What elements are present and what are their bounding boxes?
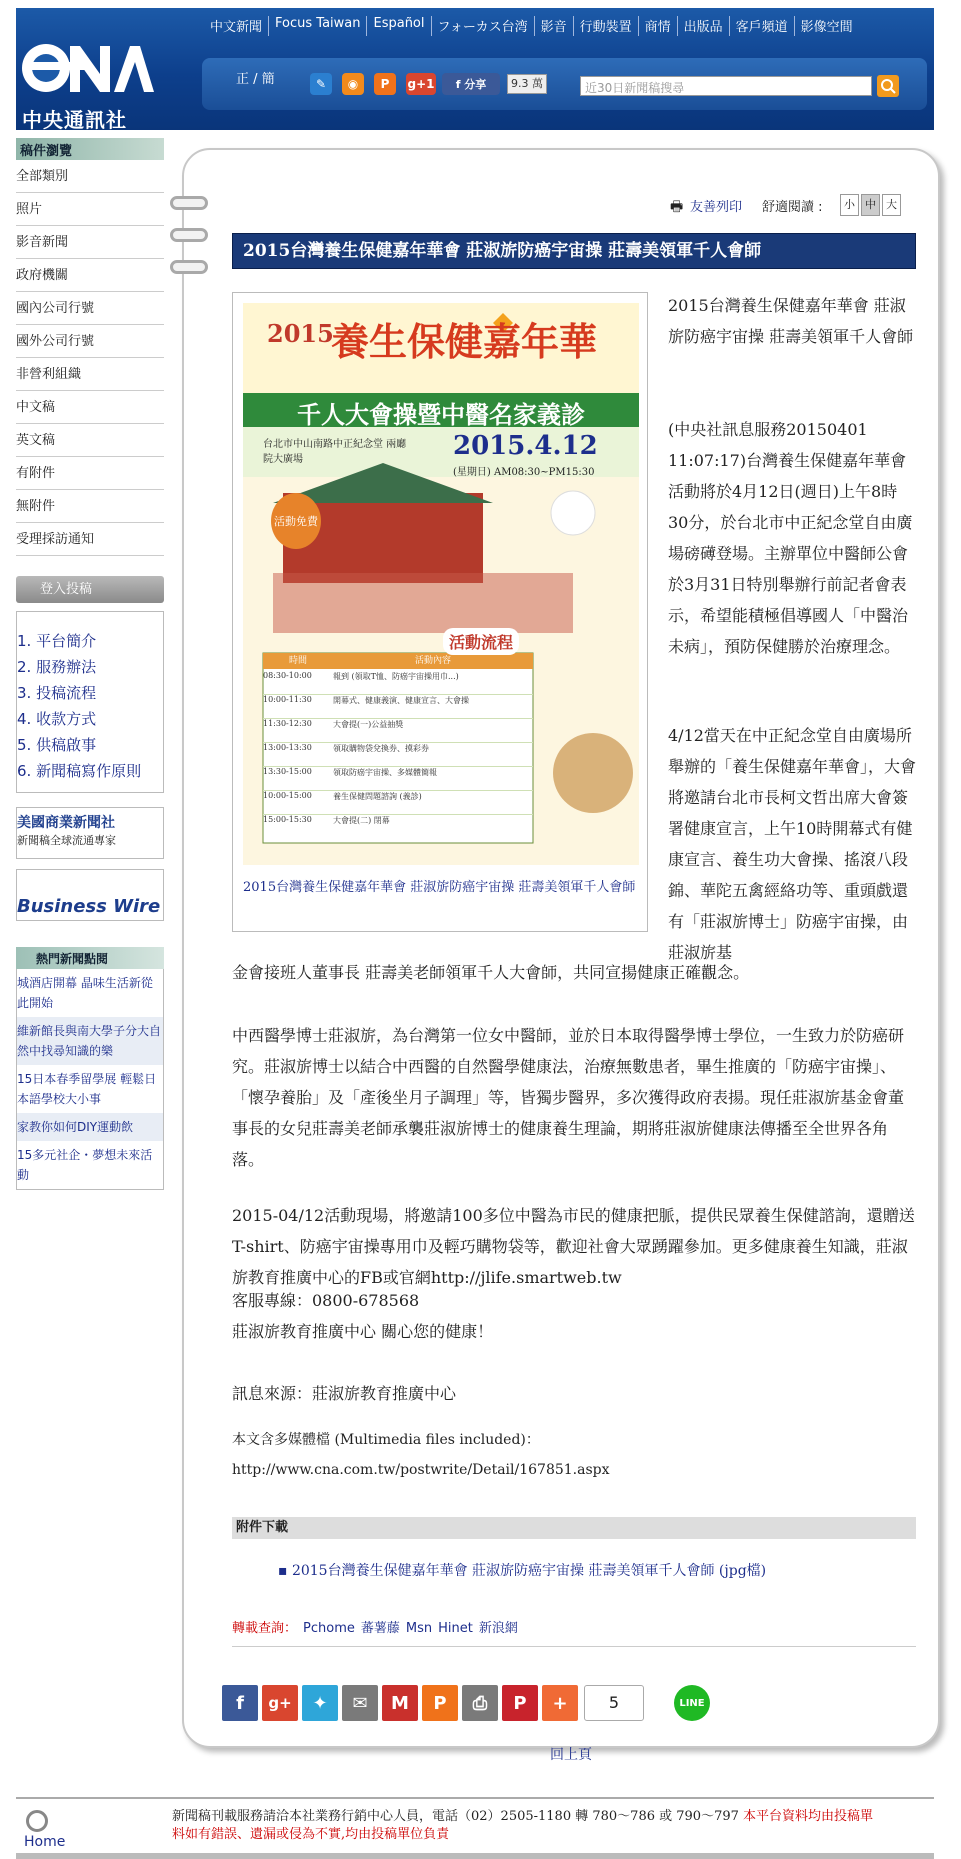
- plurk-icon[interactable]: P: [422, 1685, 458, 1721]
- share-counter: 5: [584, 1685, 644, 1721]
- repost-source-msn[interactable]: Msn: [405, 1621, 433, 1636]
- home-link[interactable]: Home: [24, 1834, 66, 1850]
- header-toolbar: [202, 58, 927, 110]
- poster-schedule: [263, 671, 533, 839]
- repost-source-yam[interactable]: 蕃薯藤: [360, 1621, 400, 1636]
- footer-contact: 新聞稿刊載服務請洽本社業務行銷中心人員，電話（02）2505-1180 轉 780～786 或 790～797: [172, 1809, 744, 1824]
- hot-news-heading: 熱門新聞點閱: [16, 947, 164, 969]
- repost-source-hinet[interactable]: Hinet: [438, 1621, 473, 1636]
- article-title: 2015台灣養生保健嘉年華會 莊淑旂防癌宇宙操 莊壽美領軍千人會師: [232, 233, 916, 269]
- source-text: 訊息來源：莊淑旂教育推廣中心: [232, 1384, 457, 1403]
- hotline-text: 客服專線：0800-678568: [232, 1291, 420, 1310]
- cna-logo[interactable]: [18, 36, 153, 132]
- nav-item[interactable]: 客戶頻道: [730, 16, 795, 36]
- repost-source-pchome[interactable]: Pchome: [303, 1621, 355, 1636]
- nav-item[interactable]: 出版品: [678, 16, 730, 36]
- repost-source-sina[interactable]: 新浪網: [478, 1621, 518, 1636]
- footer-disclaimer: 料如有錯誤、遺漏或侵為不實,均由投稿單位負責: [172, 1827, 450, 1842]
- poster-schedule-content: 大會提(二) 閉幕: [333, 816, 390, 825]
- google-plus-icon[interactable]: g+1: [406, 73, 436, 95]
- trad-simp-toggle[interactable]: 正 / 簡: [236, 72, 275, 87]
- footer-text: [172, 1808, 932, 1844]
- back-to-top-link[interactable]: 回上頁: [550, 1747, 592, 1763]
- article-paragraph: (中央社訊息服務20150401 11:07:17)台灣養生保健嘉年華會活動將於4月12日(週日)上午8時30分，於台北市中正紀念堂自由廣場磅礡登場。主辦單位中醫師公會於3月31日特別舉辦行前記者會表示，希望能積極倡導國人「中醫治未病」，預防保健勝於治療理念。: [668, 420, 913, 656]
- article-image-box: [232, 292, 648, 932]
- poster-schedule-time: 11:30-12:30: [263, 719, 312, 728]
- poster-schedule-row: [263, 767, 533, 791]
- plurk-icon[interactable]: P: [374, 73, 396, 95]
- poster-table-head-cell: 活動內容: [414, 656, 451, 666]
- poster-schedule-time: 08:30-10:00: [263, 671, 312, 680]
- font-size-label: 舒適閱讀 :: [762, 200, 823, 215]
- sidebar-link[interactable]: 2. 服務辦法: [17, 658, 97, 676]
- login-button[interactable]: 登入投稿: [16, 576, 164, 603]
- care-text: 莊淑旂教育推廣中心 關心您的健康！: [232, 1322, 494, 1341]
- poster-schedule-content: 報到 (領取T恤、防癌宇宙操用巾...): [333, 672, 459, 681]
- poster-schedule-time: 15:00-15:30: [263, 815, 312, 824]
- poster-table-head: [263, 653, 533, 666]
- binder-ring: [170, 196, 208, 210]
- facebook-share-icon[interactable]: f 分享: [442, 73, 500, 95]
- businesswire-banner[interactable]: Business Wire: [16, 869, 164, 921]
- poster-schedule-row: [263, 791, 533, 815]
- share-bar: [222, 1685, 644, 1721]
- sidebar-link[interactable]: 3. 投稿流程: [17, 684, 97, 702]
- logo-text: 中央通訊社: [22, 108, 127, 132]
- poster-year: 2015: [267, 319, 334, 348]
- poster-time: (星期日) AM08:30~PM15:30: [453, 467, 595, 478]
- search-input[interactable]: 近30日新聞稿搜尋: [580, 76, 872, 96]
- poster-schedule-row: [263, 671, 533, 695]
- binder-ring: [170, 228, 208, 242]
- nav-item[interactable]: Focus Taiwan: [269, 16, 367, 36]
- nav-item[interactable]: Español: [367, 16, 431, 36]
- poster-schedule-content: 領取防癌宇宙操、多媒體簡報: [333, 768, 437, 777]
- print-link[interactable]: 友善列印: [690, 200, 743, 215]
- sidebar-item[interactable]: 政府機關: [16, 259, 164, 292]
- share-count: 9.3 萬: [507, 74, 547, 94]
- poster-schedule-time: 13:00-13:30: [263, 743, 312, 752]
- partner-name: 美國商業新聞社: [17, 815, 115, 831]
- sidebar-link[interactable]: 5. 供稿啟事: [17, 736, 97, 754]
- home-icon[interactable]: [26, 1810, 48, 1832]
- attachment-link[interactable]: ▪ 2015台灣養生保健嘉年華會 莊淑旂防癌宇宙操 莊壽美領軍千人會師 (jpg檔): [278, 1563, 767, 1579]
- hot-news-item[interactable]: 城酒店開幕 晶味生活新從此開始: [17, 976, 153, 1010]
- repost-label: 轉載查詢：: [232, 1621, 298, 1636]
- sidebar-item[interactable]: 全部類別: [16, 160, 164, 193]
- hot-news-item[interactable]: 15多元社企・夢想未來活動: [17, 1148, 153, 1182]
- nav-item[interactable]: 影像空間: [800, 20, 853, 35]
- nav-item[interactable]: 商情: [639, 16, 678, 36]
- font-large-button[interactable]: 大: [882, 194, 901, 216]
- poster-schedule-content: 養生保健問題諮詢 (義診): [333, 792, 422, 801]
- hot-news-item[interactable]: 維新館長與南大學子分大自然中找尋知識的樂: [17, 1017, 163, 1065]
- poster-schedule-row: [263, 743, 533, 767]
- printer-icon[interactable]: 🖶: [670, 199, 684, 215]
- poster-schedule-row: [263, 695, 533, 719]
- rss-icon[interactable]: ◉: [342, 73, 364, 95]
- search-icon[interactable]: [877, 75, 899, 97]
- sidebar-link[interactable]: 4. 收款方式: [17, 710, 97, 728]
- sidebar-item[interactable]: 國外公司行號: [16, 325, 164, 358]
- sidebar-item[interactable]: 有附件: [16, 457, 164, 490]
- line-icon[interactable]: LINE: [674, 1685, 710, 1721]
- footer-divider: [16, 1797, 934, 1799]
- hot-news-list: [16, 969, 164, 1190]
- event-poster-image[interactable]: [243, 303, 639, 865]
- poster-date: 2015.4.12: [453, 431, 598, 461]
- image-caption[interactable]: 2015台灣養生保健嘉年華會 莊淑旂防癌宇宙操 莊壽美領軍千人會師: [243, 880, 636, 895]
- article-paragraph: 2015-04/12活動現場，將邀請100多位中醫為市民的健康把脈，提供民眾養生保健諮詢，還贈送T-shirt、防癌宇宙操專用巾及輕巧購物袋等，歡迎社會大眾踴躍參加。更多健康養生知識，莊淑旂教育推廣中心的FB或官網http://jlife.smartweb.tw: [232, 1206, 915, 1287]
- article-paragraph: 4/12當天在中正紀念堂自由廣場所舉辦的「養生保健嘉年華會」，大會將邀請台北市長柯文哲出席大會簽署健康宣言，上午10時開幕式有健康宣言、養生功大會操、搖滾八段錦、華陀五禽經絡功等、重頭戲還有「莊淑旂博士」防癌宇宙操，由莊淑旂基: [668, 726, 917, 962]
- sidebar-item[interactable]: 照片: [16, 193, 164, 226]
- sidebar: [16, 138, 164, 1190]
- facebook-icon[interactable]: f: [222, 1685, 258, 1721]
- hot-news-item[interactable]: 15日本春季留學展 輕鬆日本語學校大小事: [17, 1072, 157, 1106]
- sidebar-item[interactable]: 非營利組織: [16, 358, 164, 391]
- print-icon[interactable]: ⎙: [462, 1685, 498, 1721]
- site-header: [16, 8, 934, 130]
- poster-schedule-content: 領取購物袋兌換券、摸彩券: [333, 744, 429, 753]
- poster-schedule-content: 開幕式、健康義演、健康宣言、大會操: [333, 696, 469, 705]
- attachment-heading: 附件下載: [232, 1517, 916, 1539]
- font-medium-button[interactable]: 中: [861, 194, 880, 216]
- addthis-icon[interactable]: +: [542, 1685, 578, 1721]
- sidebar-link[interactable]: 1. 平台簡介: [17, 632, 97, 650]
- attachment-link-text[interactable]: 2015台灣養生保健嘉年華會 莊淑旂防癌宇宙操 莊壽美領軍千人會師 (jpg檔): [291, 1563, 767, 1579]
- repost-bar: [232, 1615, 916, 1647]
- partner-tagline: 新聞稿全球流通專家: [17, 834, 116, 847]
- sidebar-item[interactable]: 中文稿: [16, 391, 164, 424]
- gmail-icon[interactable]: M: [382, 1685, 418, 1721]
- twitter-icon[interactable]: ✦: [302, 1685, 338, 1721]
- sidebar-links: [16, 611, 164, 793]
- hot-news-item[interactable]: 家教你如何DIY運動飲: [17, 1113, 163, 1141]
- poster-place: 台北市中山南路中正紀念堂 兩廳院大廣場: [263, 439, 407, 465]
- article-paragraph: 金會接班人董事長 莊壽美老師領軍千人大會師，共同宣揚健康正確觀念。: [232, 963, 750, 982]
- poster-subtitle: 千人大會操暨中醫名家義診: [297, 400, 585, 429]
- poster-flow-label: 活動流程: [443, 628, 519, 655]
- footer-disclaimer: 本平台資料均由投稿單: [743, 1809, 874, 1824]
- poster-free-badge: 活動免費: [271, 493, 321, 549]
- poster-schedule-time: 10:00-15:00: [263, 791, 312, 800]
- partner-banner[interactable]: [16, 807, 164, 859]
- poster-schedule-row: [263, 815, 533, 839]
- nav-item[interactable]: 影音: [535, 16, 574, 36]
- top-nav: [204, 16, 859, 36]
- poster-table-head-cell: 時間: [288, 656, 307, 666]
- poster-schedule-row: [263, 719, 533, 743]
- sidebar-link[interactable]: 6. 新聞稿寫作原則: [17, 762, 142, 780]
- binder-ring: [170, 260, 208, 274]
- sidebar-item[interactable]: 受理採訪通知: [16, 523, 164, 556]
- pinterest-icon[interactable]: P: [502, 1685, 538, 1721]
- nav-item[interactable]: 行動裝置: [574, 16, 639, 36]
- article-url[interactable]: http://www.cna.com.tw/postwrite/Detail/167851.aspx: [232, 1462, 610, 1478]
- side-title-text: 2015台灣養生保健嘉年華會 莊淑旂防癌宇宙操 莊壽美領軍千人會師: [668, 296, 914, 346]
- wrench-icon[interactable]: ✎: [310, 73, 332, 95]
- footer-bar: [16, 1853, 934, 1859]
- email-icon[interactable]: ✉: [342, 1685, 378, 1721]
- multimedia-text: 本文含多媒體檔 (Multimedia files included)：: [232, 1432, 540, 1448]
- poster-headline: 養生保健嘉年華: [331, 319, 598, 364]
- article-paragraph: 中西醫學博士莊淑旂，為台灣第一位女中醫師，並於日本取得醫學博士學位，一生致力於防癌研究。莊淑旂博士以結合中西醫的自然醫學健康法，治療無數患者，畢生推廣的「防癌宇宙操」、「懷孕養胎」及「產後坐月子調理」等，皆獨步醫界，多次獲得政府表揚。現任莊淑旂基金會董事長的女兒莊壽美老師承襲莊淑旂博士的健康養生理論，期將莊淑旂健康法傳播至全世界各角落。: [232, 1026, 905, 1169]
- poster-schedule-time: 10:00-11:30: [263, 695, 312, 704]
- sidebar-item[interactable]: 無附件: [16, 490, 164, 523]
- poster-schedule-time: 13:30-15:00: [263, 767, 312, 776]
- font-small-button[interactable]: 小: [840, 194, 859, 216]
- sidebar-item[interactable]: 英文稿: [16, 424, 164, 457]
- nav-item[interactable]: 中文新聞: [204, 16, 269, 36]
- nav-item[interactable]: フォーカス台湾: [432, 16, 535, 36]
- sidebar-heading: 稿件瀏覽: [16, 138, 164, 160]
- sidebar-item[interactable]: 國內公司行號: [16, 292, 164, 325]
- google-plus-icon[interactable]: g+: [262, 1685, 298, 1721]
- sidebar-item[interactable]: 影音新聞: [16, 226, 164, 259]
- poster-schedule-content: 大會提(一)公益抽獎: [333, 720, 404, 729]
